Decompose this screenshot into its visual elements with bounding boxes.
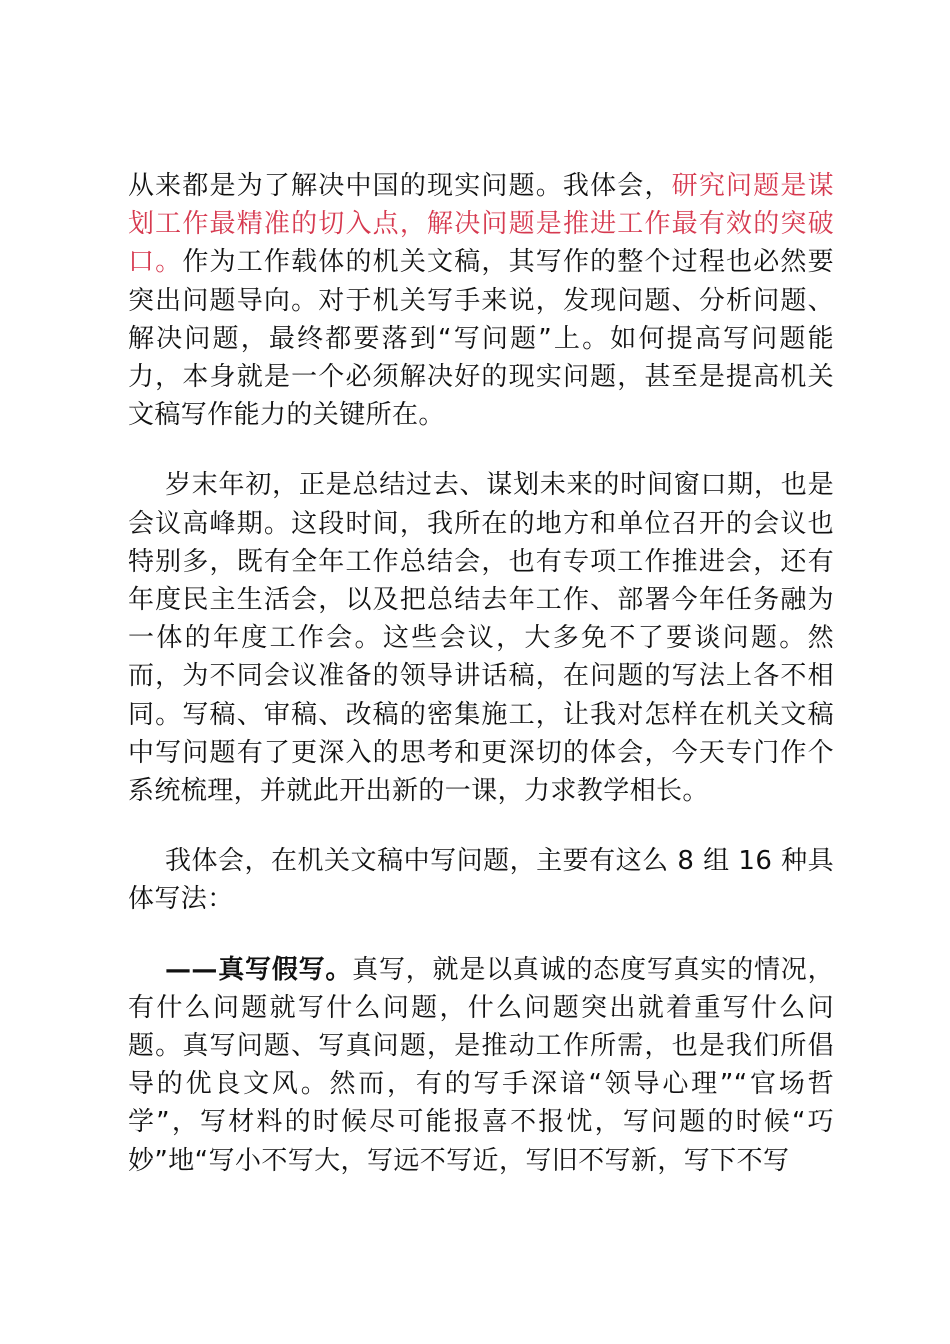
document-body [128,167,834,1180]
paragraph-1-intro: 从来都是为了解决中国的现实问题。我体会， [128,171,672,201]
paragraph-4-body: 真写，就是以真诚的态度写真实的情况，有什么问题就写什么问题，什么问题突出就着重写什么问题。真写问题、写真问题，是推动工作所需，也是我们所倡导的优良文风。然而，有的写手深谙“领导心理”“官场哲学”，写材料的时候尽可能报喜不报忧，写问题的时候“巧妙”地“写小不写大，写远不写近，写旧不写新，写下不写 [128,954,834,1176]
highlighted-sentence: 研究问题是谋划工作最精准的切入点，解决问题是推进工作最有效的突破口。 [128,171,834,278]
paragraph-3: 我体会，在机关文稿中写问题，主要有这么 8 组 16 种具体写法： [128,846,834,915]
paragraph-2: 岁末年初，正是总结过去、谋划未来的时间窗口期，也是会议高峰期。这段时间，我所在的地方和单位召开的会议也特别多，既有全年工作总结会，也有专项工作推进会，还有年度民主生活会，以及把总结去年工作、部署今年任务融为一体的年度工作会。这些会议，大多免不了要谈问题。然而，为不同会议准备的领导讲话稿，在问题的写法上各不相同。写稿、审稿、改稿的密集施工，让我对怎样在机关文稿中写问题有了更深入的思考和更深切的体会，今天专门作个系统梳理，并就此开出新的一课，力求教学相长。 [128,470,834,807]
paragraph-4 [128,951,834,1180]
paragraph-1-rest: 作为工作载体的机关文稿，其写作的整个过程也必然要突出问题导向。对于机关写手来说，发现问题、分析问题、解决问题，最终都要落到“写问题”上。如何提高写问题能力，本身就是一个必须解决好的现实问题，甚至是提高机关文稿写作能力的关键所在。 [128,247,834,431]
section-heading: ——真写假写。 [165,954,353,985]
paragraph-1 [128,167,834,434]
